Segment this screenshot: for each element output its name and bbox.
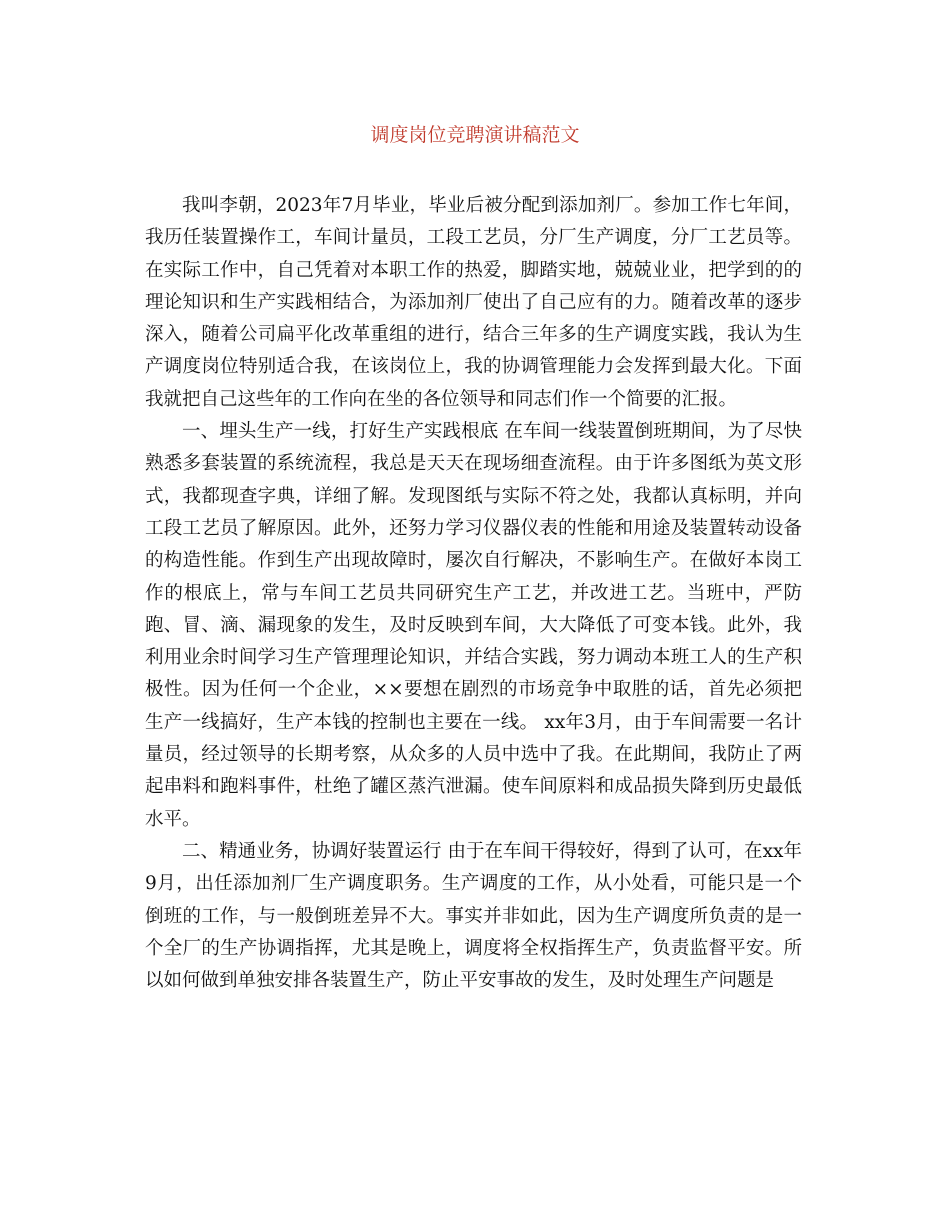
document-body <box>145 190 802 997</box>
document-title: 调度岗位竞聘演讲稿范文 <box>370 124 580 146</box>
paragraph-section-one: 一、埋头生产一线，打好生产实践根底 在车间一线装置倒班期间，为了尽快熟悉多套装置的系统流程，我总是天天在现场细查流程。由于许多图纸为英文形式，我都现查字典，详细了解。发现图纸与实际不符之处，我都认真标明，并向工段工艺员了解原因。此外，还努力学习仪器仪表的性能和用途及装置转动设备的构造性能。作到生产出现故障时，屡次自行解决，不影响生产。在做好本岗工作的根底上，常与车间工艺员共同研究生产工艺，并改进工艺。当班中，严防跑、冒、滴、漏现象的发生，及时反映到车间，大大降低了可变本钱。此外，我利用业余时间学习生产管理理论知识，并结合实践，努力调动本班工人的生产积极性。因为任何一个企业，××要想在剧烈的市场竞争中取胜的话，首先必须把生产一线搞好，生产本钱的控制也主要在一线。 xx年3月，由于车间需要一名计量员，经过领导的长期考察，从众多的人员中选中了我。在此期间，我防止了两起串料和跑料事件，杜绝了罐区蒸汽泄漏。使车间原料和成品损失降到历史最低水平。 <box>145 421 802 830</box>
paragraph-section-two: 二、精通业务，协调好装置运行 由于在车间干得较好，得到了认可，在xx年9月，出任添加剂厂生产调度职务。生产调度的工作，从小处看，可能只是一个倒班的工作，与一般倒班差异不大。事实并非如此，因为生产调度所负责的是一个全厂的生产协调指挥，尤其是晚上，调度将全权指挥生产，负责监督平安。所以如何做到单独安排各装置生产，防止平安事故的发生，及时处理生产问题是 <box>145 840 802 992</box>
paragraph-intro: 我叫李朝，2023年7月毕业，毕业后被分配到添加剂厂。参加工作七年间，我历任装置操作工，车间计量员，工段工艺员，分厂生产调度，分厂工艺员等。在实际工作中，自己凭着对本职工作的热爱，脚踏实地，兢兢业业，把学到的的理论知识和生产实践相结合，为添加剂厂使出了自己应有的力。随着改革的逐步深入，随着公司扁平化改革重组的进行，结合三年多的生产调度实践，我认为生产调度岗位特别适合我，在该岗位上，我的协调管理能力会发挥到最大化。下面我就把自己这些年的工作向在坐的各位领导和同志们作一个简要的汇报。 <box>145 195 802 410</box>
